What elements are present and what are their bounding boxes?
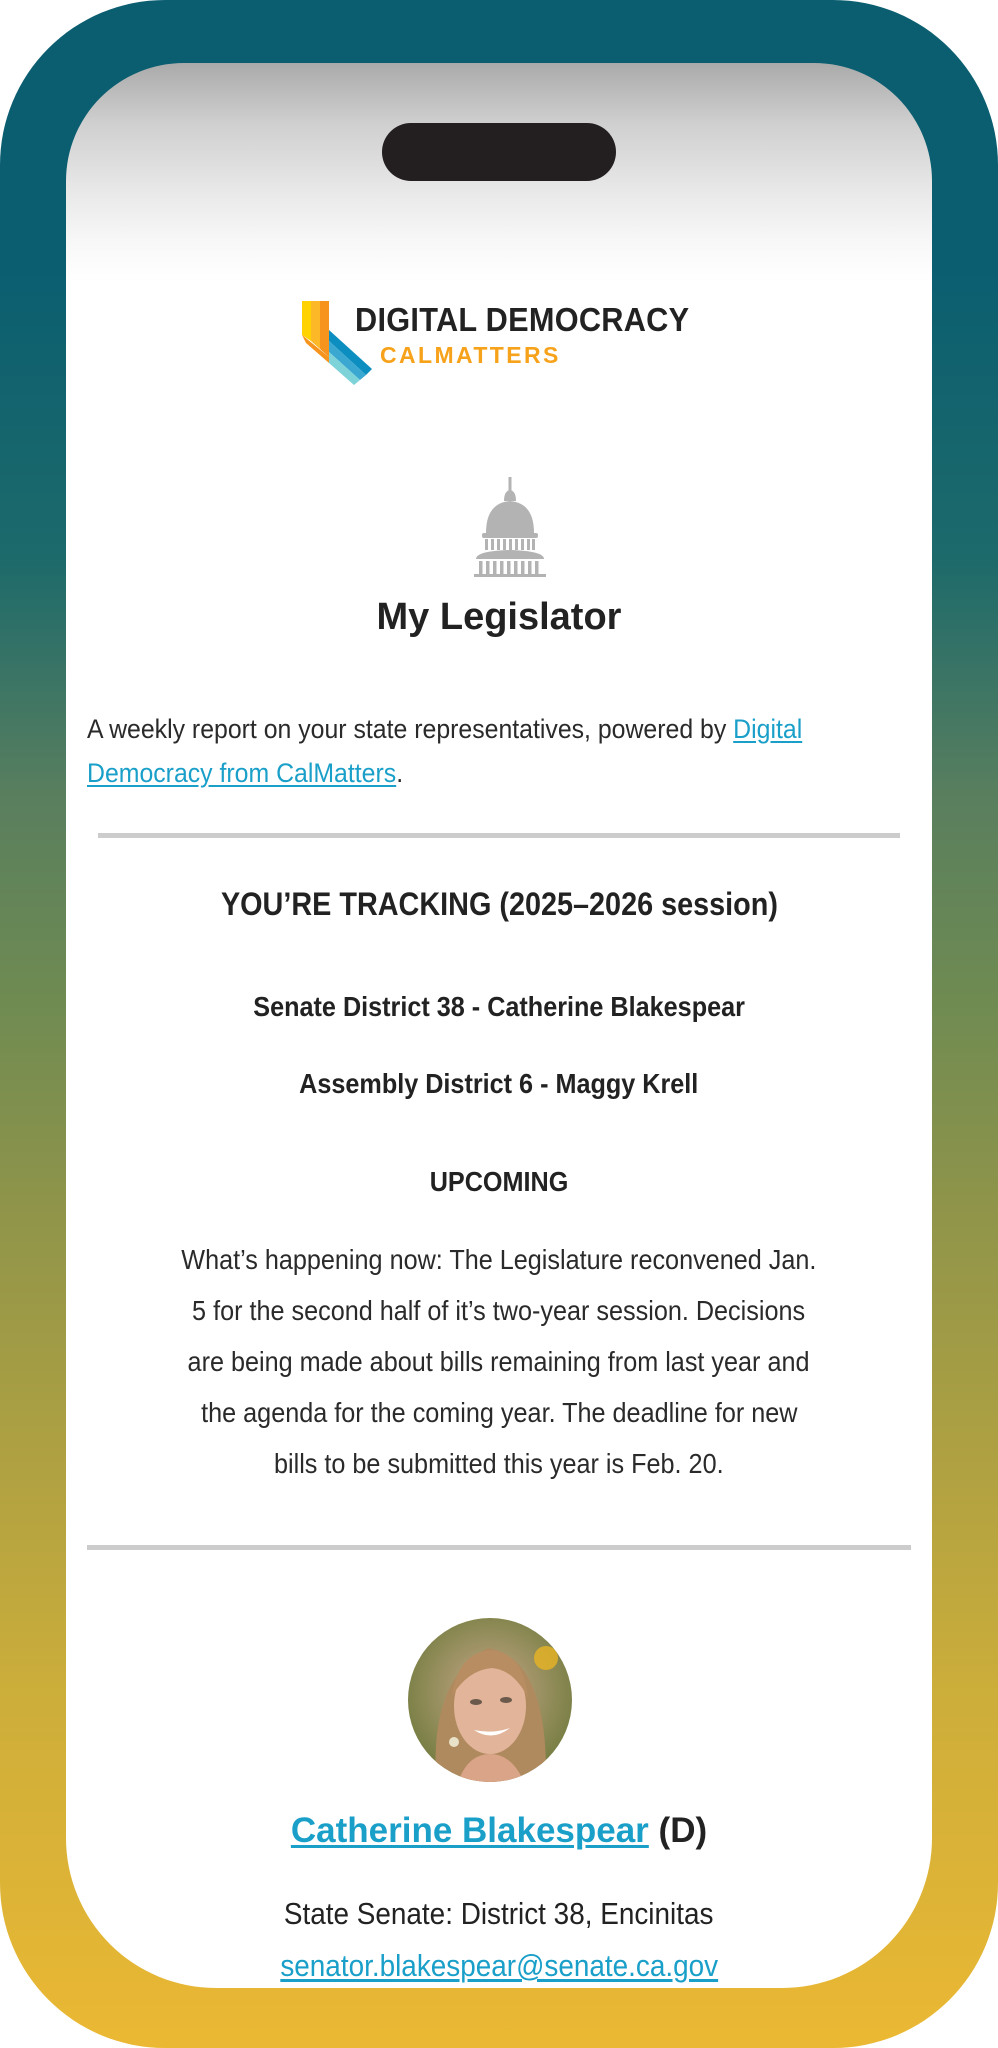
upcoming-line: What’s happening now: The Legislature reconvened Jan. [181,1244,817,1275]
intro-line-1 [87,713,802,745]
digital-democracy-link-part1[interactable]: Digital [733,714,803,744]
camera-notch [382,123,616,181]
capitol-dome-icon [470,477,550,577]
representative-email-line [66,1948,932,1984]
divider-bottom [87,1545,911,1550]
representative-seat: State Senate: District 38, Encinitas [284,1896,714,1931]
tracked-senate-district: Senate District 38 - Catherine Blakespear [253,991,745,1022]
divider-top [98,833,900,838]
digital-democracy-link-part2[interactable]: Democracy from CalMatters [87,758,397,788]
upcoming-line: the agenda for the coming year. The deadline for new [200,1397,798,1428]
tracked-assembly-district: Assembly District 6 - Maggy Krell [299,1068,699,1099]
upcoming-line: bills to be submitted this year is Feb. 20. [274,1448,724,1479]
upcoming-line: are being made about bills remaining from last year and [188,1346,810,1377]
representative-email-link[interactable]: senator.blakespear@senate.ca.gov [280,1948,718,1983]
tracking-heading: YOU’RE TRACKING (2025–2026 session) [220,886,778,922]
phone-screen [66,63,932,1988]
logo-title: DIGITAL DEMOCRACY [355,301,690,338]
logo-subtitle: CALMATTERS [380,342,561,368]
representative-name-link[interactable]: Catherine Blakespear [290,1811,649,1850]
intro-text: A weekly report on your state representatives, powered by [87,714,734,744]
representative-avatar[interactable] [408,1618,572,1782]
page-title: My Legislator [376,596,622,638]
upcoming-heading: UPCOMING [429,1166,569,1197]
party-label: (D) [658,1811,708,1850]
upcoming-line: 5 for the second half of it’s two-year session. Decisions [192,1295,806,1326]
intro-period: . [396,758,404,788]
intro-line-2 [87,757,403,789]
representative-name-line [66,1811,932,1851]
